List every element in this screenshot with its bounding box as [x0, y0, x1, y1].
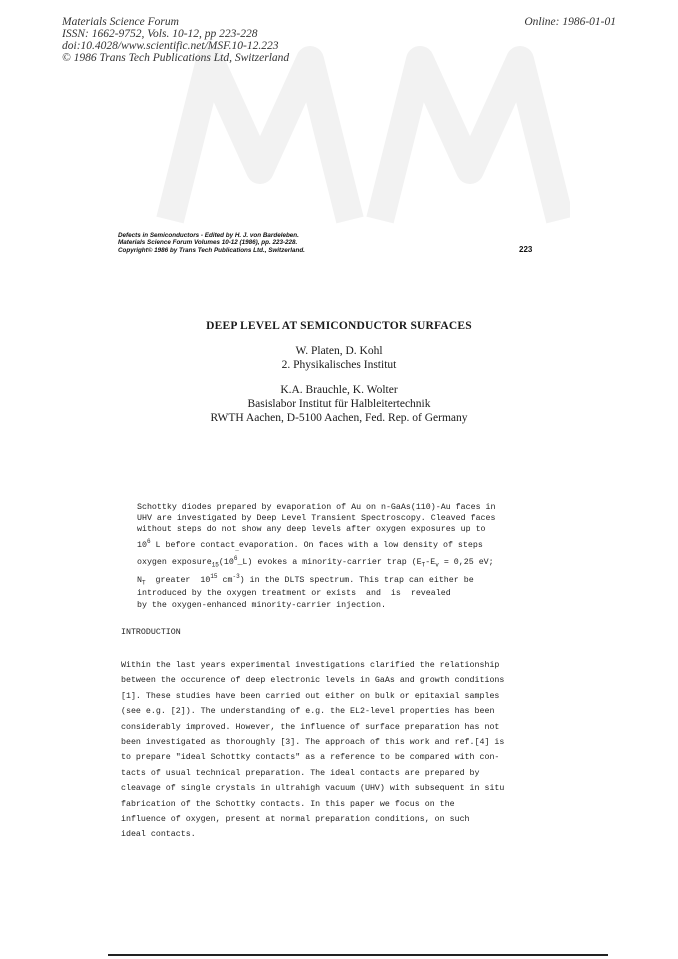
- body-line: (see e.g. [2]). The understanding of e.g. the EL2-level properties has been: [121, 707, 495, 717]
- online-date: Online: 1986-01-01: [524, 16, 616, 28]
- edited-line-2: Materials Science Forum Volumes 10-12 (1986), pp. 223-228.: [118, 239, 298, 247]
- body-line: tacts of usual technical preparation. The ideal contacts are prepared by: [121, 768, 480, 778]
- abstract-line: Schottky diodes prepared by evaporation of Au on n-GaAs(110)-Au faces in: [137, 503, 496, 512]
- author-group-2: [0, 383, 678, 425]
- edited-line-1: Defects in Semiconductors - Edited by H. J. von Bardeleben.: [118, 232, 299, 239]
- body-line: influence of oxygen, present at normal preparation conditions, on such: [121, 815, 470, 825]
- author-group-1: [0, 344, 678, 372]
- page-number: 223: [519, 245, 533, 254]
- body-line: considerably improved. However, the influence of surface preparation has not: [121, 722, 500, 732]
- abstract-line: without steps do not show any deep levels after oxygen exposures up to: [137, 525, 486, 535]
- edited-by-block: [118, 232, 305, 254]
- affiliation-2b: RWTH Aachen, D-5100 Aachen, Fed. Rep. of Germany: [210, 412, 468, 424]
- body-line: fabrication of the Schottky contacts. In this paper we focus on the: [121, 799, 455, 809]
- abstract-line: UHV are investigated by Deep Level Transient Spectroscopy. Cleaved faces: [137, 514, 496, 524]
- affiliation-1: 2. Physikalisches Institut: [281, 359, 397, 371]
- abstract: [137, 502, 495, 611]
- author-names-1: W. Platen, D. Kohl: [295, 345, 383, 357]
- abstract-line: introduced by the oxygen treatment or exists and is revealed: [137, 589, 451, 599]
- author-names-2: K.A. Brauchle, K. Wolter: [280, 384, 398, 396]
- abstract-line: by the oxygen-enhanced minority-carrier injection.: [137, 600, 386, 610]
- affiliation-2a: Basislabor Institut für Halbleitertechnik: [247, 398, 431, 410]
- body-line: between the occurence of deep electronic levels in GaAs and growth conditions: [121, 676, 505, 686]
- footer-rule: [108, 954, 608, 956]
- body-line: [1]. These studies have been carried out either on bulk or epitaxial samples: [121, 691, 500, 701]
- body-line: been investigated as thoroughly [3]. The approach of this work and ref.[4] is: [121, 738, 505, 748]
- doi-link[interactable]: doi:10.4028/www.scientific.net/MSF.10-12.223: [62, 40, 279, 52]
- abstract-line: oxygen $exposure_{15}(10^6\_L)$ evokes a minority-carrier trap ($E_T-E_v = 0,25$ eV;: [137, 555, 494, 569]
- edited-line-3: Copyright© 1986 by Trans Tech Publications Ltd., Switzerland.: [118, 246, 305, 254]
- body-line: cleavage of single crystals in ultrahigh vacuum (UHV) with subsequent in situ: [121, 784, 505, 794]
- body-line: ideal contacts.: [121, 830, 196, 840]
- copyright-line: © 1986 Trans Tech Publications Ltd, Switzerland: [62, 52, 290, 64]
- section-heading-introduction: INTRODUCTION: [121, 628, 181, 637]
- abstract-line: $N_T$ greater $10^{15}$ $cm^{-3}$) in the DLTS spectrum. This trap can either be: [137, 572, 474, 587]
- journal-header: [62, 16, 289, 64]
- journal-name: Materials Science Forum: [62, 16, 179, 28]
- body-line: Within the last years experimental investigations clarified the relationship: [121, 661, 500, 670]
- introduction-body: [121, 658, 504, 843]
- body-line: to prepare "ideal Schottky contacts" as a reference to be compared with con-: [121, 753, 500, 763]
- abstract-line: $10^6$ L before contact$_{\_}$evaporation. On faces with a low density of steps: [137, 537, 483, 552]
- paper-title: DEEP LEVEL AT SEMICONDUCTOR SURFACES: [206, 320, 472, 332]
- issn-line: ISSN: 1662-9752, Vols. 10-12, pp 223-228: [62, 28, 258, 40]
